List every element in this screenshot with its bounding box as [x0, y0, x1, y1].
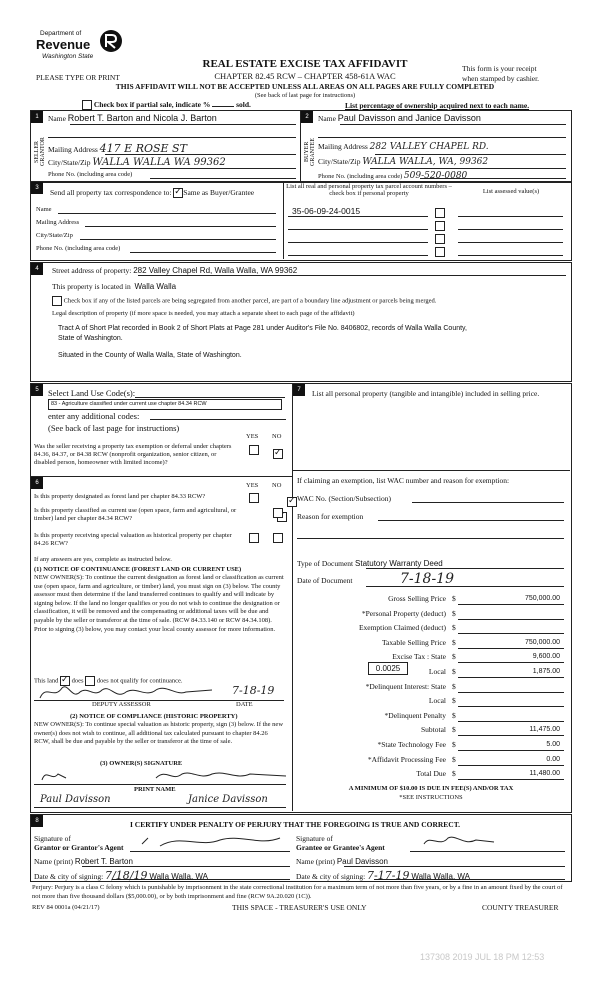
located-row: This property is located in Walla Walla [52, 282, 177, 291]
s5-no-header: NO [272, 433, 282, 440]
dollar-sign: $ [452, 652, 456, 662]
deputy-label: DEPUTY ASSESSOR [92, 701, 151, 708]
tax-row-line [458, 662, 564, 663]
s6-yes-header: YES [246, 482, 259, 489]
print-note: PLEASE TYPE OR PRINT [36, 73, 120, 82]
tax-row-label: Total Due [416, 769, 446, 779]
legal-line3[interactable]: Situated in the County of Walla Walla, State of Washington. [58, 352, 242, 359]
doc-type-row: Type of Document Statutory Warranty Deed [297, 559, 443, 568]
notice1-title: (1) NOTICE OF CONTINUANCE (FOREST LAND OR CURRENT USE) [34, 566, 242, 573]
buyer-phone[interactable]: 509-520-0080 [403, 171, 468, 181]
wac-label: WAC No. (Section/Subsection) [297, 494, 391, 503]
street-row: Street address of property: 282 Valley Chapel Rd, Walla Walla, WA 99362 [52, 266, 298, 275]
assessed-header: List assessed value(s) [482, 188, 540, 195]
s1-phone-label: Phone No. (including area code) [48, 171, 133, 178]
section-8-badge: 8 [31, 815, 43, 827]
s1-city-row: City/State/Zip WALLA WALLA WA 99362 [48, 157, 226, 168]
tax-row-line [458, 692, 564, 693]
print-name-label: PRINT NAME [134, 786, 176, 793]
s2-mail-row: Mailing Address 282 VALLEY CHAPEL RD. [318, 142, 489, 152]
s5-yes-header: YES [246, 433, 259, 440]
owner-sig-label: (3) OWNER(S) SIGNATURE [100, 760, 183, 767]
grantee-sig-label1: Signature of [296, 834, 333, 843]
tax-row-value[interactable]: 750,000.00 [524, 595, 560, 602]
dor-logo [36, 28, 126, 70]
local-rate[interactable]: 0.0025 [368, 662, 408, 675]
dollar-sign: $ [452, 710, 456, 720]
section-4-badge: 4 [31, 263, 43, 275]
s5-see-back: (See back of last page for instructions) [48, 423, 180, 433]
property-street[interactable]: 282 Valley Chapel Rd, Walla Walla, WA 99362 [133, 266, 298, 275]
parcel-number[interactable]: 35-06-09-24-0015 [292, 206, 361, 216]
form-title: REAL ESTATE EXCISE TAX AFFIDAVIT [202, 58, 408, 70]
s6-q2-no[interactable] [273, 508, 283, 518]
see-instructions: *SEE INSTRUCTIONS [399, 794, 463, 801]
perjury-notice: Perjury: Perjury is a class C felony which is punishable by imprisonment in the state correctional institution for a maximum term of not more than five years, or by a fine in an amount fixed by the court of not more than five thousand dollars ($5,000.00), or by both imprisonment and fine (RCW 9A.20.020 (1C)). [32, 884, 563, 900]
doc-type[interactable]: Statutory Warranty Deed [355, 559, 443, 568]
s3-city-label: City/State/Zip [36, 232, 73, 239]
s3-name-label: Name [36, 206, 52, 213]
tax-row-line [458, 677, 564, 678]
buyer-mail[interactable]: 282 VALLEY CHAPEL RD. [369, 142, 489, 152]
dollar-sign: $ [452, 681, 456, 691]
grantor-date-row: Date & city of signing: 7/18/19 Walla Walla, WA [34, 869, 208, 882]
same-as-buyer-checkbox[interactable] [173, 188, 183, 198]
s6-q2: Is this property classified as current use (open space, farm and agricultural, or timber) land per chapter 84.34 RCW? [34, 507, 237, 522]
section-7-badge: 7 [293, 384, 305, 396]
exemption-label: If claiming an exemption, list WAC number and reason for exemption: [297, 476, 510, 485]
tax-row-line [458, 721, 564, 722]
recording-stamp: 137308 2019 JUL 18 PM 12:53 [420, 952, 545, 962]
s5-q1-yes[interactable] [249, 445, 259, 455]
receipt-note1: This form is your receipt [462, 64, 537, 73]
s6-q3-yes[interactable] [249, 533, 259, 543]
buyer-label: BUYER GRANTEE [304, 138, 316, 166]
personal-property-checkbox-4[interactable] [435, 247, 445, 257]
dollar-sign: $ [452, 637, 456, 647]
land-use-label: Select Land Use Code(s): [48, 388, 136, 398]
form-warning: THIS AFFIDAVIT WILL NOT BE ACCEPTED UNLESS ALL AREAS ON ALL PAGES ARE FULLY COMPLETED [115, 82, 495, 91]
s1-mail-row: Mailing Address 417 E ROSE ST [48, 142, 187, 155]
section-2-badge: 2 [301, 111, 313, 123]
segregated-checkbox[interactable] [52, 296, 62, 306]
dollar-sign: $ [452, 740, 456, 749]
personal-property-checkbox-1[interactable] [435, 208, 445, 218]
grantor-sig-label2: Grantor or Grantor's Agent [34, 843, 124, 852]
tax-row-label: Local [428, 667, 446, 676]
treasurer-space: THIS SPACE - TREASURER'S USE ONLY [232, 903, 367, 912]
tax-row-value[interactable]: 5.00 [546, 741, 560, 748]
tax-row-line [458, 604, 564, 605]
grantor-sig-label1: Signature of [34, 834, 71, 843]
s3-phone-label: Phone No. (including area code) [36, 245, 121, 252]
tax-row-label: Excise Tax : State [392, 652, 446, 662]
tax-row-value[interactable]: 11,480.00 [529, 770, 560, 778]
additional-codes-label: enter any additional codes: [48, 411, 140, 421]
s6-q1: Is this property designated as forest land per chapter 84.33 RCW? [34, 493, 206, 500]
grantee-date-row: Date & city of signing: 7-17-19 Walla Walla, WA [296, 869, 471, 882]
dollar-sign: $ [452, 667, 456, 676]
tax-row-value[interactable]: 1,875.00 [532, 668, 560, 675]
tax-row-value[interactable]: 750,000.00 [524, 638, 560, 646]
legal-line1[interactable]: Tract A of Short Plat recorded in Book 2 of Short Plats at Page 281 under Auditor's File No. 8406802, records of Walla Walla County, [58, 325, 467, 332]
dollar-sign: $ [452, 696, 456, 706]
seller-name[interactable]: Robert T. Barton and Nicola J. Barton [67, 113, 217, 123]
dollar-sign: $ [452, 769, 456, 779]
tax-row-label: Subtotal [420, 725, 446, 735]
tax-row-label: *Affidavit Processing Fee [367, 754, 446, 764]
s1-name-row: Name Robert T. Barton and Nicola J. Barton [48, 113, 217, 123]
receipt-note2: when stamped by cashier. [462, 74, 540, 83]
tax-row-line [458, 706, 564, 707]
property-county[interactable]: Walla Walla [134, 282, 177, 291]
section-1-badge: 1 [31, 111, 43, 123]
buyer-name[interactable]: Paul Davisson and Janice Davisson [337, 113, 481, 123]
s2-name-row: Name Paul Davisson and Janice Davisson [318, 113, 481, 123]
section-6-badge: 6 [31, 477, 43, 489]
doc-date-label: Date of Document [297, 576, 353, 585]
grantee-name-row: Name (print) Paul Davisson [296, 857, 388, 866]
segregated-row: Check box if any of the listed parcels are being segregated from another parcel, are part of a boundary line adjustment or parcels being merged. [52, 296, 436, 306]
land-use-code[interactable]: 83 - Agriculture classified under current use chapter 84.34 RCW [48, 399, 282, 410]
grantee-name[interactable]: Paul Davisson [336, 857, 388, 866]
tax-row-line [458, 779, 564, 780]
s6-q3: Is this property receiving special valuation as historical property per chapter 84.26 RCW? [34, 532, 232, 547]
logo-mark-icon [98, 28, 124, 54]
county-treasurer: COUNTY TREASURER [482, 903, 559, 912]
dollar-sign: $ [452, 623, 456, 633]
s5-q1-no[interactable] [273, 449, 283, 459]
s2-phone-row: Phone No. (including area code) 509-520-0080 [318, 171, 468, 181]
agency-line2: Revenue [36, 37, 91, 52]
grantee-signature [420, 832, 500, 850]
dollar-sign: $ [452, 725, 456, 735]
tax-row-value[interactable]: 9,600.00 [532, 653, 560, 661]
grantee-sig-label2: Grantee or Grantee's Agent [296, 843, 385, 852]
grantor-signature [140, 832, 290, 850]
tax-row-line [458, 735, 564, 736]
legal-label: Legal description of property (if more space is needed, you may attach a separate sheet to each page of the affidavit) [52, 310, 355, 317]
s6-if-any: If any answers are yes, complete as instructed below. [34, 556, 172, 563]
tax-row-label: Taxable Selling Price [381, 637, 446, 647]
personal-property-checkbox-2[interactable] [435, 221, 445, 231]
agency-line3: Washington State [42, 53, 94, 60]
section-5-badge: 5 [31, 384, 43, 396]
legal-line2[interactable]: State of Washington. [58, 335, 123, 342]
parcel-header: List all real and personal property tax parcel account numbers – check box if personal property [286, 183, 452, 197]
grantor-name[interactable]: Robert T. Barton [74, 857, 133, 866]
section-4-block [30, 262, 572, 382]
s6-q3-no[interactable] [273, 533, 283, 543]
grantor-city[interactable]: Walla Walla, WA [149, 872, 208, 881]
tax-row-value[interactable]: 0.00 [546, 755, 560, 763]
deputy-date[interactable]: 7-18-19 [232, 684, 275, 697]
reason-label: Reason for exemption [297, 512, 364, 521]
tax-row-label: *State Technology Fee [377, 740, 446, 749]
seller-label: SELLER GRANTOR [34, 137, 46, 167]
tax-row-label: *Personal Property (deduct) [361, 608, 446, 618]
s3-send-row: Send all property tax correspondence to: ✓ Same as Buyer/Grantee [50, 188, 254, 198]
grantor-date[interactable]: 7/18/19 [105, 869, 148, 882]
s2-city-row: City/State/Zip WALLA WALLA, WA, 99362 [318, 157, 489, 167]
dollar-sign: $ [452, 594, 456, 603]
section-3-badge: 3 [31, 182, 43, 194]
form-chapter: CHAPTER 82.45 RCW – CHAPTER 458-61A WAC [214, 71, 396, 81]
print-name-2[interactable]: Janice Davisson [188, 794, 268, 805]
dollar-sign: $ [452, 608, 456, 618]
seller-city[interactable]: WALLA WALLA WA 99362 [92, 157, 226, 168]
s6-q1-yes[interactable] [249, 493, 259, 503]
form-number: REV 84 0001a (04/21/17) [32, 904, 100, 911]
partial-sale-checkbox[interactable] [82, 100, 92, 110]
s6-q1-no[interactable] [287, 497, 297, 507]
tax-row-label: Gross Selling Price [388, 594, 446, 603]
buyer-city[interactable]: WALLA WALLA, WA, 99362 [362, 157, 489, 167]
grantor-name-row: Name (print) Robert T. Barton [34, 857, 133, 866]
personal-property-checkbox-3[interactable] [435, 234, 445, 244]
partial-sale-row: Check box if partial sale, indicate % sold. [82, 100, 251, 110]
tax-row-label: Local [428, 696, 446, 706]
ownership-note: List percentage of ownership acquired next to each name. [345, 101, 530, 110]
tax-row-label: *Delinquent Penalty [384, 710, 446, 720]
qualify-row: This land ✓ does does not qualify for continuance. [34, 676, 183, 686]
date-label: DATE [236, 701, 253, 708]
tax-row-label: Exemption Claimed (deduct) [358, 623, 446, 633]
tax-row-value[interactable]: 11,475.00 [529, 726, 560, 734]
certify-statement: I CERTIFY UNDER PENALTY OF PERJURY THAT THE FOREGOING IS TRUE AND CORRECT. [130, 820, 461, 829]
tax-row-line [458, 648, 564, 649]
tax-row-line [458, 750, 564, 751]
personal-property-label: List all personal property (tangible and intangible) included in selling price. [312, 389, 540, 398]
doc-date[interactable]: 7-18-19 [400, 571, 454, 587]
grantee-date[interactable]: 7-17-19 [367, 869, 410, 882]
s6-no-header: NO [272, 482, 282, 489]
grantee-city[interactable]: Walla Walla, WA [411, 872, 471, 881]
s5-q1: Was the seller receiving a property tax exemption or deferral under chapters 84.36, 84.37, or 84.38 RCW (nonprofit organization, senior citizen, or disabled person, homeowner with limited income)? [34, 443, 232, 466]
seller-mail[interactable]: 417 E ROSE ST [99, 142, 187, 155]
notice1-body: NEW OWNER(S): To continue the current designation as forest land or classification as current use (open space, farm and agriculture, or timber) land, you must sign on (3) below. The county assessor must then determine if the land transferred continues to qualify and will indicate by signing below. If the land no longer qualifies or you do not wish to continue the designation or classification, it will be removed and the compensating or additional taxes will be due and payable by the seller or transferor at the time of sale. (RCW 84.33.140 or RCW 84.34.108). Prior to signing (3) below, you may contact your local county assessor for more information. [34, 574, 284, 633]
tax-row-line [458, 619, 564, 620]
tax-row-line [458, 633, 564, 634]
agency-line1: Department of [40, 30, 82, 37]
owner-signatures [36, 766, 292, 786]
notice2-body: NEW OWNER(S): To continue special valuation as historic property, sign (3) below. If the new owner(s) does not wish to continue, all additional tax calculated pursuant to chapter 84.26 RCW, shall be due and payable by the seller or transferor at the time of sale. [34, 721, 284, 746]
tax-row-label: *Delinquent Interest: State [365, 681, 446, 691]
s3-mail-label: Mailing Address [36, 219, 80, 226]
see-back: (See back of last page for instructions) [254, 92, 356, 99]
print-name-1[interactable]: Paul Davisson [40, 794, 111, 805]
dollar-sign: $ [452, 754, 456, 764]
minimum-due: A MINIMUM OF $10.00 IS DUE IN FEE(S) AND/OR TAX [348, 785, 514, 792]
notice2-title: (2) NOTICE OF COMPLIANCE (HISTORIC PROPERTY) [70, 713, 238, 720]
tax-row-line [458, 765, 564, 766]
